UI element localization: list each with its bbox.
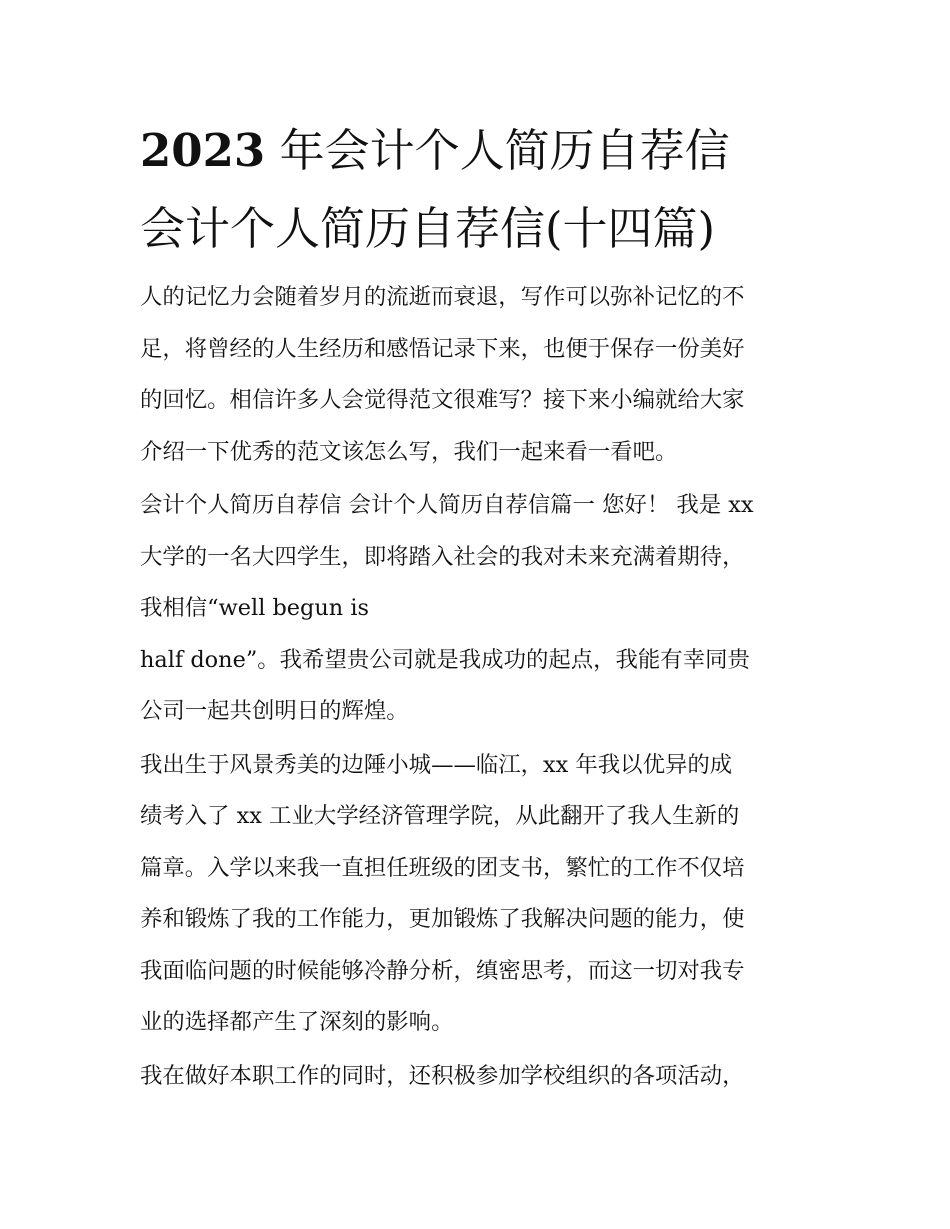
text-line: 业的选择都产生了深刻的影响。 — [140, 1009, 454, 1035]
text-line: 介绍一下优秀的范文该怎么写，我们一起来看一看吧。 — [140, 438, 678, 465]
text-line: 的回忆。相信许多人会觉得范文很难写？接下来小编就给大家 — [140, 387, 745, 413]
text-line: half done”。我希望贵公司就是我成功的起点，我能有幸同贵 — [140, 646, 750, 673]
text-line: 我在做好本职工作的同时，还积极参加学校组织的各项活动， — [140, 1062, 745, 1089]
title-line-2: 会计个人简历自荐信(十四篇) — [140, 202, 716, 255]
document-body — [140, 272, 812, 1102]
paragraph-activities — [140, 1051, 812, 1103]
text-line: 大学的一名大四学生，即将踏入社会的我对未来充满着期待， — [140, 543, 745, 570]
text-line: 我出生于风景秀美的边陲小城——临江，xx 年我以优异的成 — [140, 751, 733, 778]
title-line-1-text: 年会计个人简历自荐信 — [279, 124, 730, 177]
text-line: 养和锻炼了我的工作能力，更加锻炼了我解决问题的能力，使 — [140, 906, 745, 932]
text-line: 公司一起共创明日的辉煌。 — [140, 698, 409, 724]
document-page — [140, 112, 812, 1104]
text-line: 我相信“well begun is — [140, 595, 370, 621]
text-line: 篇章。入学以来我一直担任班级的团支书，繁忙的工作不仅培 — [140, 854, 745, 881]
paragraph-intro — [140, 272, 812, 478]
text-line: 人的记忆力会随着岁月的流逝而衰退，写作可以弥补记忆的不 — [140, 284, 745, 310]
text-line: 会计个人简历自荐信 会计个人简历自荐信篇一 您好！ 我是 xx — [140, 492, 754, 518]
title-line-1 — [140, 112, 812, 190]
text-line: 我面临问题的时候能够冷静分析，缜密思考，而这一切对我专 — [140, 957, 745, 984]
paragraph-greeting — [140, 480, 812, 738]
title-year: 2023 — [140, 124, 266, 177]
text-line: 绩考入了 xx 工业大学经济管理学院，从此翻开了我人生新的 — [140, 803, 740, 829]
document-title — [140, 112, 812, 268]
paragraph-background — [140, 740, 812, 1049]
text-line: 足，将曾经的人生经历和感悟记录下来，也便于保存一份美好 — [140, 335, 745, 362]
